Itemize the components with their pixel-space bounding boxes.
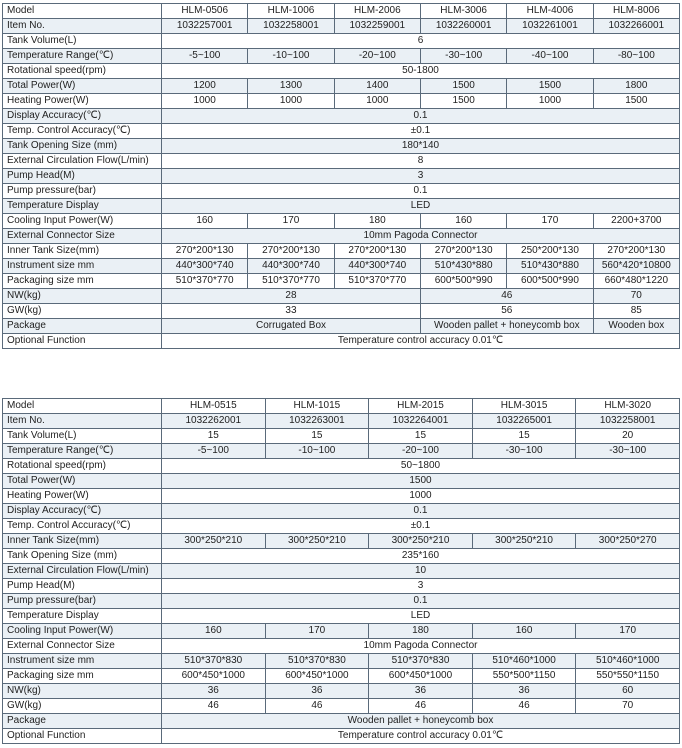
table-row	[3, 199, 680, 214]
table-row	[3, 624, 680, 639]
table-row	[3, 519, 680, 534]
row-label: Pump pressure(bar)	[3, 184, 162, 199]
table-cell: 36	[265, 684, 369, 699]
table-cell: -5~100	[162, 444, 266, 459]
row-label: NW(kg)	[3, 289, 162, 304]
table-row	[3, 504, 680, 519]
table-row	[3, 549, 680, 564]
table-cell: 510*370*770	[248, 274, 334, 289]
table-cell: 180*140	[162, 139, 680, 154]
table-cell: HLM-2006	[334, 4, 420, 19]
table-cell: 510*370*770	[334, 274, 420, 289]
table-cell: 170	[248, 214, 334, 229]
table-cell: 0.1	[162, 504, 680, 519]
row-label: Heating Power(W)	[3, 489, 162, 504]
table-row	[3, 229, 680, 244]
table-cell: 46	[162, 699, 266, 714]
table-cell: 600*450*1000	[265, 669, 369, 684]
table-row	[3, 124, 680, 139]
row-label: External Connector Size	[3, 229, 162, 244]
table-cell: 1500	[420, 94, 506, 109]
table-cell: -80~100	[593, 49, 679, 64]
table-row	[3, 244, 680, 259]
row-label: Item No.	[3, 414, 162, 429]
table-cell: 510*370*830	[162, 654, 266, 669]
table-cell: 36	[472, 684, 576, 699]
table-cell: 250*200*130	[507, 244, 593, 259]
table-cell: 1032258001	[576, 414, 680, 429]
table-cell: ±0.1	[162, 519, 680, 534]
table-row	[3, 444, 680, 459]
table-cell: 660*480*1220	[593, 274, 679, 289]
table-row	[3, 714, 680, 729]
table-cell: 235*160	[162, 549, 680, 564]
table-row	[3, 699, 680, 714]
table-row	[3, 139, 680, 154]
table-cell: 36	[369, 684, 473, 699]
table-cell: 6	[162, 34, 680, 49]
row-label: Temperature Range(℃)	[3, 444, 162, 459]
table-cell: HLM-1006	[248, 4, 334, 19]
table-row	[3, 64, 680, 79]
table-cell: Temperature control accuracy 0.01℃	[162, 729, 680, 744]
table-row	[3, 684, 680, 699]
table-cell: HLM-3015	[472, 399, 576, 414]
row-label: Package	[3, 319, 162, 334]
table-cell: 1000	[334, 94, 420, 109]
table-cell: 0.1	[162, 184, 680, 199]
table-cell: 510*370*830	[265, 654, 369, 669]
table-cell: 33	[162, 304, 421, 319]
table-cell: 180	[334, 214, 420, 229]
table-cell: 270*200*130	[593, 244, 679, 259]
table-cell: 1000	[507, 94, 593, 109]
row-label: Tank Opening Size (mm)	[3, 549, 162, 564]
table-cell: 0.1	[162, 594, 680, 609]
row-label: Temperature Display	[3, 199, 162, 214]
table-cell: HLM-4006	[507, 4, 593, 19]
row-label: Pump Head(M)	[3, 169, 162, 184]
table-cell: 1800	[593, 79, 679, 94]
table-cell: 270*200*130	[334, 244, 420, 259]
table-row	[3, 564, 680, 579]
table-cell: 1032265001	[472, 414, 576, 429]
table-cell: 1200	[162, 79, 248, 94]
table-cell: -10~100	[265, 444, 369, 459]
row-label: Pump pressure(bar)	[3, 594, 162, 609]
row-label: Optional Function	[3, 729, 162, 744]
table-cell: 170	[507, 214, 593, 229]
row-label: Cooling Input Power(W)	[3, 624, 162, 639]
row-label: Temp. Control Accuracy(℃)	[3, 519, 162, 534]
table-cell: 1032266001	[593, 19, 679, 34]
table-cell: 10mm Pagoda Connector	[162, 639, 680, 654]
table-cell: -30~100	[420, 49, 506, 64]
table-cell: 600*500*990	[507, 274, 593, 289]
table-cell: 270*200*130	[162, 244, 248, 259]
table-row	[3, 259, 680, 274]
table-cell: 510*370*770	[162, 274, 248, 289]
row-label: Model	[3, 399, 162, 414]
table-cell: Temperature control accuracy 0.01℃	[162, 334, 680, 349]
row-label: Heating Power(W)	[3, 94, 162, 109]
table-cell: 70	[593, 289, 679, 304]
row-label: Tank Opening Size (mm)	[3, 139, 162, 154]
table-cell: 300*250*210	[162, 534, 266, 549]
row-label: Total Power(W)	[3, 474, 162, 489]
table-cell: HLM-0515	[162, 399, 266, 414]
table-cell: 510*370*830	[369, 654, 473, 669]
table-row	[3, 49, 680, 64]
table-cell: 46	[420, 289, 593, 304]
table-cell: -5~100	[162, 49, 248, 64]
row-label: Packaging size mm	[3, 274, 162, 289]
table-row	[3, 184, 680, 199]
table-cell: 1032257001	[162, 19, 248, 34]
table-cell: Wooden box	[593, 319, 679, 334]
table-cell: 560*420*10800	[593, 259, 679, 274]
table-cell: 550*500*1150	[472, 669, 576, 684]
table-cell: 160	[472, 624, 576, 639]
table-cell: 15	[265, 429, 369, 444]
row-label: Packaging size mm	[3, 669, 162, 684]
table-cell: 1032262001	[162, 414, 266, 429]
row-label: Tank Volume(L)	[3, 34, 162, 49]
spec-table-hlm-06-series	[2, 3, 680, 349]
table-cell: 1000	[248, 94, 334, 109]
table-cell: LED	[162, 609, 680, 624]
row-label: Instrument size mm	[3, 259, 162, 274]
table-cell: 510*460*1000	[576, 654, 680, 669]
table-cell: 160	[162, 624, 266, 639]
table-cell: 46	[265, 699, 369, 714]
table-cell: 270*200*130	[248, 244, 334, 259]
table-cell: 1500	[162, 474, 680, 489]
table-row	[3, 94, 680, 109]
table-cell: ±0.1	[162, 124, 680, 139]
row-label: Rotational speed(rpm)	[3, 64, 162, 79]
table-cell: 440*300*740	[248, 259, 334, 274]
table-cell: -30~100	[576, 444, 680, 459]
table-cell: 440*300*740	[162, 259, 248, 274]
table-row	[3, 319, 680, 334]
table-cell: 60	[576, 684, 680, 699]
table-cell: HLM-1015	[265, 399, 369, 414]
table-row	[3, 34, 680, 49]
table-cell: 600*500*990	[420, 274, 506, 289]
table-cell: 56	[420, 304, 593, 319]
table-cell: 1500	[507, 79, 593, 94]
table-cell: 270*200*130	[420, 244, 506, 259]
table-cell: 10mm Pagoda Connector	[162, 229, 680, 244]
table-cell: 15	[369, 429, 473, 444]
table-cell: 15	[162, 429, 266, 444]
table-cell: 3	[162, 169, 680, 184]
row-label: External Circulation Flow(L/min)	[3, 564, 162, 579]
row-label: Temperature Display	[3, 609, 162, 624]
row-label: GW(kg)	[3, 304, 162, 319]
table-cell: 1032258001	[248, 19, 334, 34]
spec-table-hlm-15-series	[2, 398, 680, 744]
table-cell: 600*450*1000	[162, 669, 266, 684]
table-row	[3, 334, 680, 349]
table-cell: -20~100	[369, 444, 473, 459]
row-label: Temp. Control Accuracy(℃)	[3, 124, 162, 139]
table-cell: 1032261001	[507, 19, 593, 34]
table-cell: 1000	[162, 489, 680, 504]
table-cell: 50-1800	[162, 64, 680, 79]
table-cell: 15	[472, 429, 576, 444]
table-row	[3, 109, 680, 124]
row-label: Item No.	[3, 19, 162, 34]
table-cell: 510*430*880	[507, 259, 593, 274]
table-row	[3, 534, 680, 549]
row-label: Model	[3, 4, 162, 19]
table-cell: 440*300*740	[334, 259, 420, 274]
table-cell: Corrugated Box	[162, 319, 421, 334]
row-label: Optional Function	[3, 334, 162, 349]
table-cell: 1500	[420, 79, 506, 94]
table-cell: 20	[576, 429, 680, 444]
row-label: Cooling Input Power(W)	[3, 214, 162, 229]
table-cell: HLM-3006	[420, 4, 506, 19]
table-cell: 0.1	[162, 109, 680, 124]
table-cell: HLM-3020	[576, 399, 680, 414]
table-cell: Wooden pallet + honeycomb box	[420, 319, 593, 334]
table-cell: 1400	[334, 79, 420, 94]
table-cell: 8	[162, 154, 680, 169]
row-label: Inner Tank Size(mm)	[3, 244, 162, 259]
row-label: Temperature Range(℃)	[3, 49, 162, 64]
table-row	[3, 289, 680, 304]
row-label: Display Accuracy(℃)	[3, 504, 162, 519]
table-cell: HLM-2015	[369, 399, 473, 414]
table-row	[3, 399, 680, 414]
table-cell: 36	[162, 684, 266, 699]
table-row	[3, 579, 680, 594]
table-cell: 510*460*1000	[472, 654, 576, 669]
table-cell: -30~100	[472, 444, 576, 459]
row-label: Inner Tank Size(mm)	[3, 534, 162, 549]
row-label: External Connector Size	[3, 639, 162, 654]
table-row	[3, 304, 680, 319]
table-row	[3, 489, 680, 504]
table-cell: 1032260001	[420, 19, 506, 34]
row-label: Total Power(W)	[3, 79, 162, 94]
table-cell: 3	[162, 579, 680, 594]
table-row	[3, 654, 680, 669]
table-cell: 300*250*210	[265, 534, 369, 549]
table-cell: 550*550*1150	[576, 669, 680, 684]
table-row	[3, 669, 680, 684]
table-row	[3, 594, 680, 609]
table-cell: 510*430*880	[420, 259, 506, 274]
table-row	[3, 474, 680, 489]
table-cell: 10	[162, 564, 680, 579]
table-cell: 28	[162, 289, 421, 304]
table-cell: HLM-0506	[162, 4, 248, 19]
table-row	[3, 214, 680, 229]
row-label: Pump Head(M)	[3, 579, 162, 594]
table-cell: HLM-8006	[593, 4, 679, 19]
table-cell: -40~100	[507, 49, 593, 64]
row-label: NW(kg)	[3, 684, 162, 699]
table-cell: 1032264001	[369, 414, 473, 429]
table-row	[3, 154, 680, 169]
table-cell: 46	[472, 699, 576, 714]
table-cell: 600*450*1000	[369, 669, 473, 684]
row-label: GW(kg)	[3, 699, 162, 714]
table-row	[3, 169, 680, 184]
row-label: Tank Volume(L)	[3, 429, 162, 444]
table-cell: 300*250*270	[576, 534, 680, 549]
table-row	[3, 79, 680, 94]
table-cell: 1032259001	[334, 19, 420, 34]
row-label: External Circulation Flow(L/min)	[3, 154, 162, 169]
table-row	[3, 429, 680, 444]
table-cell: 1000	[162, 94, 248, 109]
table-row	[3, 609, 680, 624]
table-cell: 1300	[248, 79, 334, 94]
table-cell: 170	[265, 624, 369, 639]
table-cell: -20~100	[334, 49, 420, 64]
table-row	[3, 414, 680, 429]
table-cell: 85	[593, 304, 679, 319]
table-cell: 160	[162, 214, 248, 229]
table-cell: 2200+3700	[593, 214, 679, 229]
table-cell: 70	[576, 699, 680, 714]
row-label: Display Accuracy(℃)	[3, 109, 162, 124]
table-cell: 160	[420, 214, 506, 229]
table-cell: 50~1800	[162, 459, 680, 474]
table-cell: 180	[369, 624, 473, 639]
table-row	[3, 639, 680, 654]
row-label: Rotational speed(rpm)	[3, 459, 162, 474]
table-cell: 170	[576, 624, 680, 639]
table-row	[3, 274, 680, 289]
row-label: Instrument size mm	[3, 654, 162, 669]
table-row	[3, 19, 680, 34]
table-row	[3, 729, 680, 744]
table-cell: 1500	[593, 94, 679, 109]
table-row	[3, 4, 680, 19]
table-row	[3, 459, 680, 474]
table-cell: 300*250*210	[472, 534, 576, 549]
table-cell: 46	[369, 699, 473, 714]
row-label: Package	[3, 714, 162, 729]
table-cell: LED	[162, 199, 680, 214]
table-cell: 1032263001	[265, 414, 369, 429]
table-cell: -10~100	[248, 49, 334, 64]
table-cell: Wooden pallet + honeycomb box	[162, 714, 680, 729]
table-cell: 300*250*210	[369, 534, 473, 549]
